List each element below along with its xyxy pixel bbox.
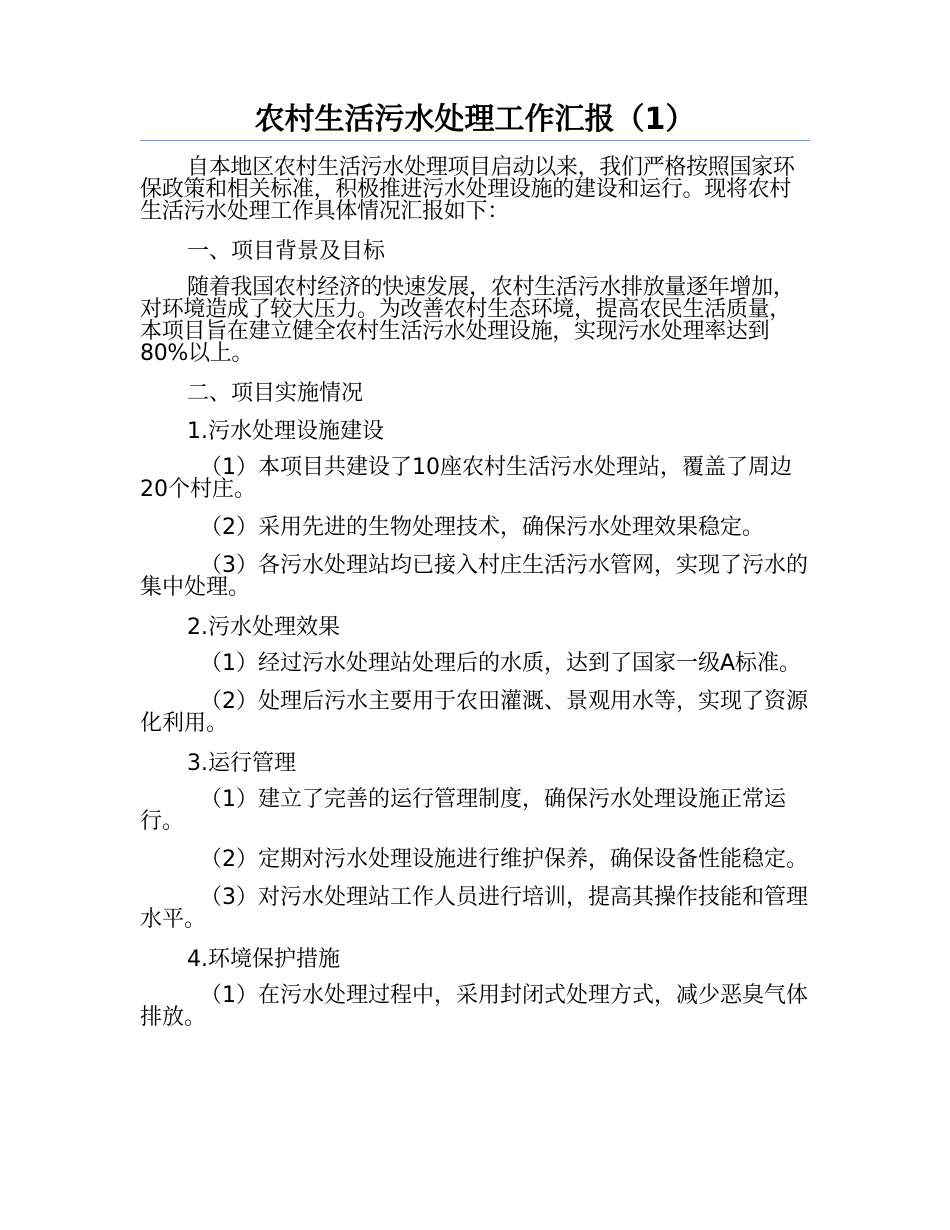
section2-heading: 二、项目实施情况: [187, 381, 364, 406]
sub1-heading: 1.污水处理设施建设: [187, 419, 384, 444]
intro-paragraph: 自本地区农村生活污水处理项目启动以来，我们严格按照国家环保政策和相关标准，积极推进污水处理设施的建设和运行。现将农村生活污水处理工作具体情况汇报如下：: [140, 155, 795, 224]
section1-body: 随着我国农村经济的快速发展，农村生活污水排放量逐年增加，对环境造成了较大压力。为改善农村生态环境，提高农民生活质量，本项目旨在建立健全农村生活污水处理设施，实现污水处理率达到80%以上。: [140, 275, 795, 366]
title-underline: [140, 140, 810, 141]
list-item: （1）经过污水处理站处理后的水质，达到了国家一级A标准。: [200, 651, 802, 676]
list-item: （3）对污水处理站工作人员进行培训，提高其操作技能和管理水平。: [140, 885, 808, 932]
list-item: （2）处理后污水主要用于农田灌溉、景观用水等，实现了资源化利用。: [140, 689, 808, 736]
sub2-heading: 2.污水处理效果: [187, 615, 340, 640]
list-item: （1）本项目共建设了10座农村生活污水处理站，覆盖了周边20个村庄。: [140, 455, 792, 502]
sub4-heading: 4.环境保护措施: [187, 947, 340, 972]
list-item: （1）建立了完善的运行管理制度，确保污水处理设施正常运行。: [140, 787, 786, 834]
list-item: （3）各污水处理站均已接入村庄生活污水管网，实现了污水的集中处理。: [140, 553, 808, 600]
list-item: （1）在污水处理过程中，采用封闭式处理方式，减少恶臭气体排放。: [140, 983, 808, 1030]
list-item: （2）定期对污水处理设施进行维护保养，确保设备性能稳定。: [200, 847, 808, 872]
document-page: [140, 100, 810, 1045]
list-item: （2）采用先进的生物处理技术，确保污水处理效果稳定。: [200, 515, 764, 540]
section1-heading: 一、项目背景及目标: [187, 239, 386, 264]
document-title: 农村生活污水处理工作汇报（1）: [254, 102, 696, 137]
sub3-heading: 3.运行管理: [187, 751, 296, 776]
